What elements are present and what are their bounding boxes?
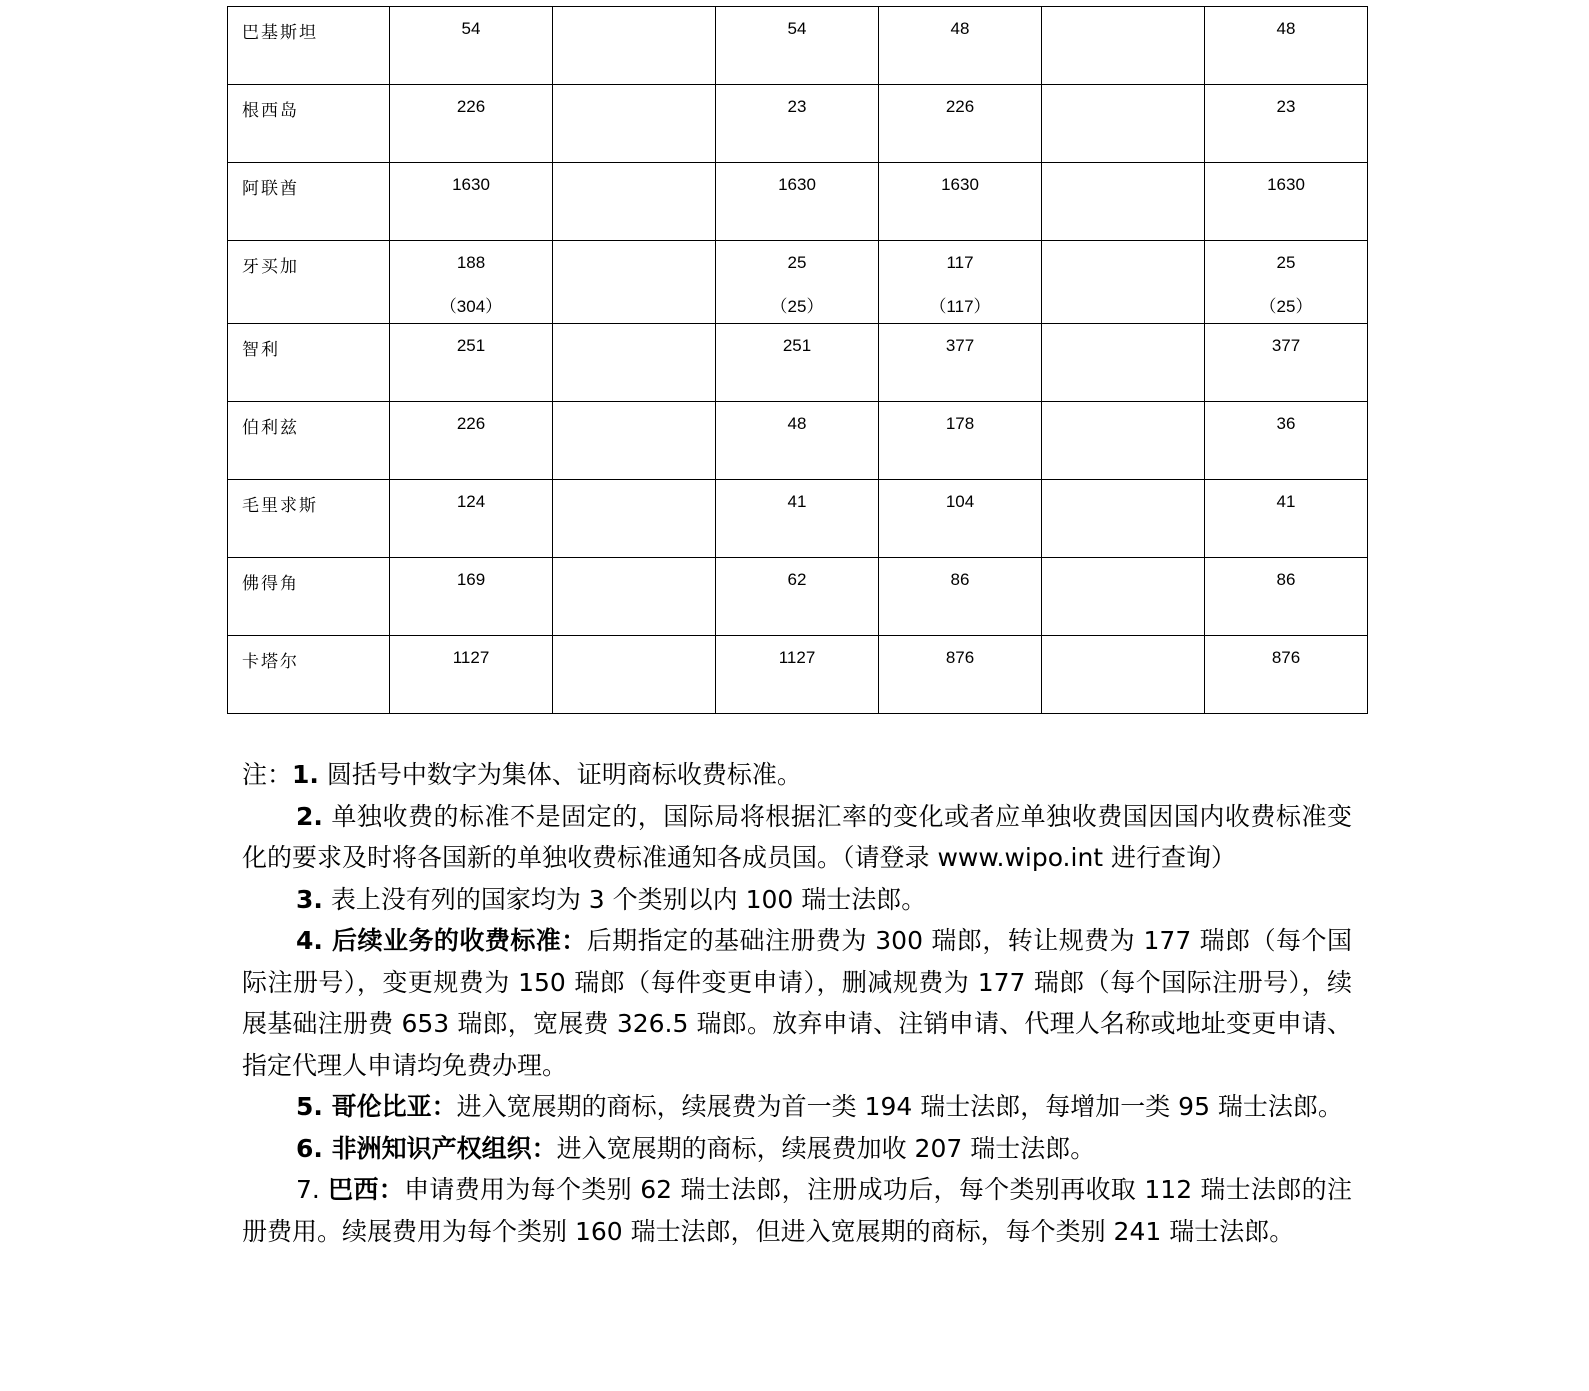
fee-cell — [879, 241, 1042, 324]
fee-value: 1127 — [452, 648, 490, 667]
fee-value: 48 — [950, 19, 970, 38]
fee-value — [1042, 7, 1204, 19]
collective-fee-value: （25） — [770, 297, 824, 316]
fee-cell — [879, 480, 1042, 558]
fee-cell — [879, 558, 1042, 636]
fee-value — [1042, 324, 1204, 336]
fee-value — [1042, 480, 1204, 492]
fee-cell — [1042, 85, 1205, 163]
fee-value: 1630 — [941, 175, 979, 194]
fee-cell — [1042, 636, 1205, 714]
fee-value: 226 — [456, 97, 486, 116]
fee-cell — [390, 7, 553, 85]
fee-value: 1630 — [452, 175, 490, 194]
note-5: 5. 哥伦比亚：进入宽展期的商标，续展费为首一类 194 瑞士法郎，每增加一类 95 瑞士法郎。 — [296, 1092, 1343, 1121]
note-2: 2. 单独收费的标准不是固定的，国际局将根据汇率的变化或者应单独收费国因国内收费标准变化的要求及时将各国新的单独收费标准通知各成员国。（请登录 www.wipo.int 进行查询） — [242, 801, 1352, 872]
fee-value: 41 — [1276, 492, 1296, 511]
fee-value: 876 — [945, 648, 975, 667]
fee-cell — [390, 402, 553, 480]
collective-fee-value: （304） — [439, 297, 503, 316]
fee-value: 23 — [1276, 97, 1296, 116]
fee-cell — [716, 402, 879, 480]
fee-cell — [553, 7, 716, 85]
fee-value: 117 — [946, 253, 974, 272]
fee-table — [227, 6, 1368, 714]
fee-value: 25 — [1276, 253, 1296, 272]
fee-cell — [716, 324, 879, 402]
fee-cell — [879, 85, 1042, 163]
fee-cell — [879, 402, 1042, 480]
fee-value: 41 — [787, 492, 807, 511]
fee-value: 251 — [782, 336, 812, 355]
fee-value: 226 — [456, 414, 486, 433]
note-1: 注：1. 圆括号中数字为集体、证明商标收费标准。 — [242, 760, 802, 789]
fee-cell — [879, 636, 1042, 714]
fee-value: 1127 — [778, 648, 816, 667]
table-row — [228, 163, 1368, 241]
fee-cell — [1042, 402, 1205, 480]
fee-value: 25 — [787, 253, 807, 272]
collective-fee-value: （117） — [929, 297, 991, 316]
fee-value: 188 — [456, 253, 486, 272]
fee-cell — [390, 558, 553, 636]
fee-cell — [390, 241, 553, 324]
fee-cell — [716, 7, 879, 85]
fee-cell — [1205, 7, 1368, 85]
fee-cell — [716, 636, 879, 714]
fee-value — [553, 163, 715, 175]
fee-cell — [1205, 163, 1368, 241]
fee-value: 86 — [950, 570, 970, 589]
fee-value: 48 — [787, 414, 807, 433]
table-row — [228, 241, 1368, 324]
fee-cell — [1042, 241, 1205, 324]
country-name: 根西岛 — [242, 101, 299, 120]
country-name: 智利 — [242, 340, 280, 359]
table-row — [228, 480, 1368, 558]
country-name-cell — [228, 85, 390, 163]
fee-cell — [553, 85, 716, 163]
fee-value — [1042, 558, 1204, 570]
fee-value — [553, 636, 715, 648]
fee-cell — [390, 480, 553, 558]
fee-value — [553, 241, 715, 253]
table-row — [228, 7, 1368, 85]
fee-cell — [553, 636, 716, 714]
country-name-cell — [228, 7, 390, 85]
note-4: 4. 后续业务的收费标准：后期指定的基础注册费为 300 瑞郎，转让规费为 177 瑞郎（每个国际注册号），变更规费为 150 瑞郎（每件变更申请），删减规费为 177 瑞郎（每个国际注册号），续展基础注册费 653 瑞郎，宽展费 326.5 瑞郎。放弃申请、注销申请、代理人名称或地址变更申请、指定代理人申请均免费办理。 — [242, 926, 1352, 1080]
fee-value: 104 — [945, 492, 975, 511]
table-row — [228, 558, 1368, 636]
table-row — [228, 324, 1368, 402]
note-7: 7. 巴西：申请费用为每个类别 62 瑞士法郎，注册成功后，每个类别再收取 112 瑞士法郎的注册费用。续展费用为每个类别 160 瑞士法郎，但进入宽展期的商标，每个类别 241 瑞士法郎。 — [242, 1175, 1352, 1246]
fee-cell — [553, 241, 716, 324]
fee-value: 1630 — [1267, 175, 1305, 194]
collective-fee-value — [553, 253, 715, 272]
fee-cell — [1205, 85, 1368, 163]
fee-cell — [716, 558, 879, 636]
fee-cell — [553, 163, 716, 241]
fee-value: 377 — [1271, 336, 1301, 355]
fee-value: 1630 — [778, 175, 816, 194]
fee-cell — [1205, 636, 1368, 714]
fee-value — [1042, 402, 1204, 414]
note-6: 6. 非洲知识产权组织：进入宽展期的商标，续展费加收 207 瑞士法郎。 — [296, 1133, 1096, 1163]
country-name: 阿联酋 — [242, 179, 299, 198]
fee-cell — [1205, 558, 1368, 636]
country-name-cell — [228, 324, 390, 402]
country-name: 毛里求斯 — [242, 496, 318, 515]
country-name: 巴基斯坦 — [242, 23, 318, 42]
table-row — [228, 85, 1368, 163]
fee-value: 62 — [787, 570, 807, 589]
fee-cell — [1205, 480, 1368, 558]
fee-cell — [879, 324, 1042, 402]
fee-value — [1042, 85, 1204, 97]
fee-value: 226 — [945, 97, 975, 116]
country-name: 牙买加 — [242, 257, 299, 276]
fee-value — [1042, 163, 1204, 175]
fee-value — [553, 7, 715, 19]
fee-cell — [716, 480, 879, 558]
country-name-cell — [228, 480, 390, 558]
fee-value: 124 — [456, 492, 486, 511]
country-name: 卡塔尔 — [242, 652, 299, 671]
collective-fee-value — [1042, 253, 1204, 272]
fee-cell — [716, 241, 879, 324]
fee-cell — [1042, 7, 1205, 85]
fee-cell — [1205, 402, 1368, 480]
country-name: 佛得角 — [242, 574, 299, 593]
fee-value: 251 — [456, 336, 486, 355]
fee-value — [1042, 241, 1204, 253]
fee-value: 86 — [1276, 570, 1296, 589]
country-name-cell — [228, 636, 390, 714]
fee-cell — [1042, 558, 1205, 636]
fee-value — [553, 558, 715, 570]
fee-cell — [1205, 241, 1368, 324]
country-name-cell — [228, 163, 390, 241]
country-name: 伯利兹 — [242, 418, 299, 437]
fee-cell — [553, 558, 716, 636]
fee-cell — [390, 163, 553, 241]
fee-value — [553, 324, 715, 336]
fee-cell — [1042, 324, 1205, 402]
country-name-cell — [228, 558, 390, 636]
table-row — [228, 402, 1368, 480]
fee-cell — [716, 163, 879, 241]
table-row — [228, 636, 1368, 714]
fee-cell — [879, 163, 1042, 241]
fee-value: 54 — [787, 19, 807, 38]
fee-value: 54 — [461, 19, 481, 38]
fee-cell — [553, 480, 716, 558]
fee-value: 36 — [1276, 414, 1296, 433]
fee-value — [553, 402, 715, 414]
fee-cell — [390, 85, 553, 163]
country-name-cell — [228, 241, 390, 324]
fee-value — [1042, 636, 1204, 648]
fee-value: 23 — [787, 97, 807, 116]
notes-section — [242, 754, 1352, 1252]
fee-value — [553, 480, 715, 492]
fee-cell — [1042, 163, 1205, 241]
fee-cell — [390, 636, 553, 714]
fee-value — [553, 85, 715, 97]
fee-value: 377 — [945, 336, 975, 355]
fee-cell — [1205, 324, 1368, 402]
collective-fee-value: （25） — [1259, 297, 1313, 316]
fee-value: 876 — [1271, 648, 1301, 667]
fee-cell — [553, 402, 716, 480]
fee-value: 48 — [1276, 19, 1296, 38]
country-name-cell — [228, 402, 390, 480]
note-3: 3. 表上没有列的国家均为 3 个类别以内 100 瑞士法郎。 — [296, 884, 927, 914]
fee-cell — [879, 7, 1042, 85]
fee-value: 178 — [945, 414, 975, 433]
fee-cell — [553, 324, 716, 402]
fee-value: 169 — [456, 570, 486, 589]
fee-cell — [716, 85, 879, 163]
fee-cell — [1042, 480, 1205, 558]
fee-cell — [390, 324, 553, 402]
